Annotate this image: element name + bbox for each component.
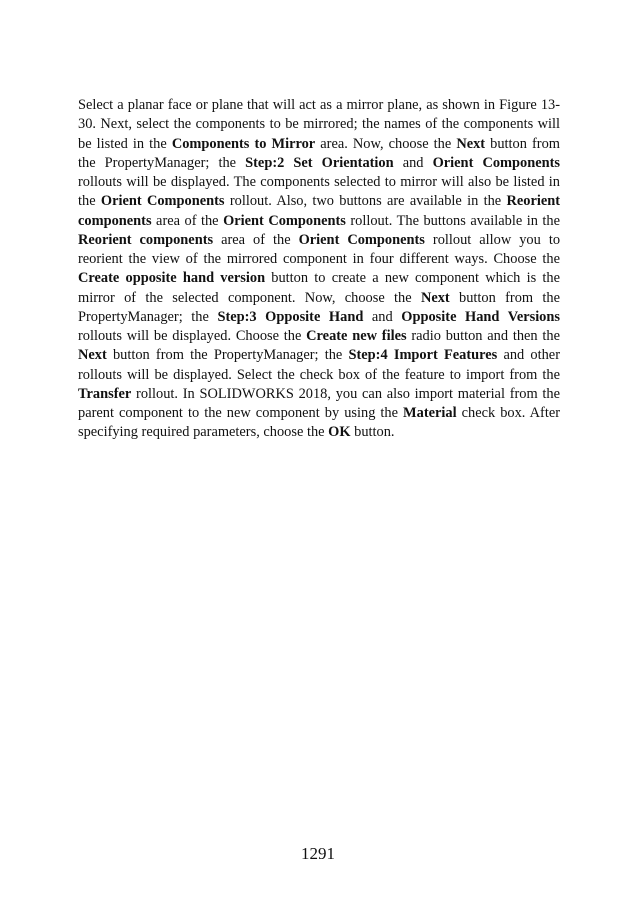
text-segment: and <box>393 154 433 171</box>
text-segment: button to create a new component which is the mirror of the selected component. Now, choose the <box>78 270 560 306</box>
text-segment: radio button and then the <box>406 328 560 344</box>
bold-term: Opposite Hand Versions <box>401 308 560 325</box>
bold-term: Orient Components <box>298 231 425 248</box>
bold-term: Components to Mirror <box>171 135 316 152</box>
bold-term: Reorient components <box>78 231 214 248</box>
text-segment: button from the PropertyManager; the <box>78 289 560 325</box>
bold-term: Transfer <box>78 385 132 402</box>
bold-term: OK <box>328 424 351 441</box>
text-segment: rollout allow you to reorient the view of the mirrored component in four different ways. Choose the <box>78 231 561 267</box>
text-segment: button from the PropertyManager; the <box>106 347 349 364</box>
bold-term: Create new files <box>306 328 407 344</box>
text-segment: rollouts will be displayed. The components selected to mirror will also be listed in the <box>78 174 560 210</box>
bold-term: Step:3 Opposite Hand <box>217 308 364 325</box>
text-segment: area of the <box>213 231 299 248</box>
text-segment: rollouts will be displayed. Choose the <box>78 328 307 344</box>
bold-term: Step:4 Import Features <box>348 347 498 364</box>
bold-term: Material <box>403 405 457 421</box>
text-segment: button. <box>350 424 395 441</box>
bold-term: Create opposite hand version <box>78 270 266 287</box>
bold-term: Reorient components <box>78 193 561 229</box>
text-segment: and <box>363 308 402 325</box>
text-segment: area. Now, choose the <box>315 135 457 152</box>
text-segment: check box. After specifying required parameters, choose the <box>78 405 560 441</box>
text-segment: rollout. In SOLIDWORKS 2018, you can also import material from the parent component to the new component by using the <box>78 385 560 421</box>
bold-term: Orient Components <box>223 212 346 229</box>
bold-term: Step:2 Set Orientation <box>245 154 394 171</box>
bold-term: Next <box>420 289 450 306</box>
page-number: 1291 <box>301 844 335 863</box>
body-paragraph <box>78 96 560 443</box>
text-segment: rollout. The buttons available in the <box>345 212 561 229</box>
bold-term: Next <box>456 135 486 152</box>
bold-term: Orient Components <box>100 193 225 210</box>
text-segment: area of the <box>151 212 224 229</box>
text-segment: rollout. Also, two buttons are available in the <box>224 193 507 210</box>
text-segment: Select a planar face or plane that will act as a mirror plane, as shown in Figure 13-30. Next, select the components to be mirrored; the names of the components will be listed in the <box>78 97 560 152</box>
bold-term: Next <box>78 347 107 364</box>
text-segment: and other rollouts will be displayed. Select the check box of the feature to import from the <box>78 347 560 383</box>
text-segment: button from the PropertyManager; the <box>78 135 560 171</box>
bold-term: Orient Components <box>432 154 561 171</box>
